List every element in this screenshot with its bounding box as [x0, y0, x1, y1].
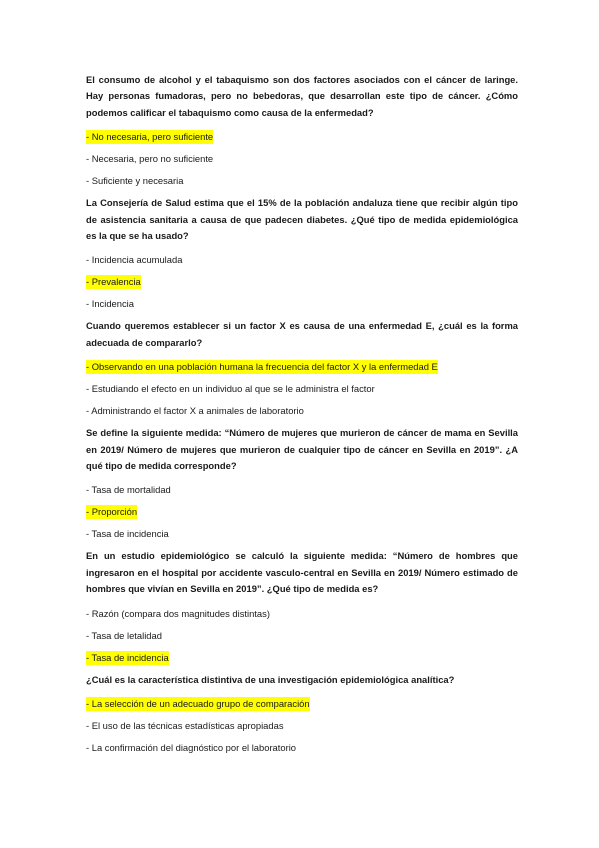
question-text: ¿Cuál es la característica distintiva de una investigación epidemiológica analítica? [86, 673, 455, 685]
answer-option-correct: - Tasa de incidencia [86, 651, 169, 663]
answer-option-correct: - La selección de un adecuado grupo de comparación [86, 698, 310, 710]
answer-option: - Incidencia [86, 298, 134, 310]
answer-option-correct: - Observando en una población humana la frecuencia del factor X y la enfermedad E [86, 361, 438, 373]
question-text: La Consejería de Salud estima que el 15% de la población andaluza tiene que recibir algún tipo de asistencia sanitaria a causa de que padecen diabetes. ¿Qué tipo de medida epidemiológica es la que se ha usado? [86, 197, 518, 242]
question-text: Cuando queremos establecer si un factor X es causa de una enfermedad E, ¿cuál es la forma adecuada de compararlo? [86, 320, 518, 348]
answer-option-correct: - Prevalencia [86, 276, 141, 288]
answer-option: - Estudiando el efecto en un individuo al que se le administra el factor [86, 383, 375, 395]
answer-option-correct: - No necesaria, pero suficiente [86, 131, 214, 143]
document-body [86, 72, 518, 754]
answer-option: - Suficiente y necesaria [86, 175, 184, 187]
question-text: En un estudio epidemiológico se calculó la siguiente medida: “Número de hombres que ingresaron en el hospital por accidente vasculo-central en Sevilla en 2019/ Número estimado de hombres que vivían en Sevilla en 2019”. ¿Qué tipo de medida es? [86, 550, 518, 595]
answer-option: - El uso de las técnicas estadísticas apropiadas [86, 720, 284, 732]
answer-option: - Tasa de letalidad [86, 629, 162, 641]
answer-option: - Administrando el factor X a animales de laboratorio [86, 405, 304, 417]
answer-option: - Tasa de incidencia [86, 528, 169, 540]
answer-option-correct: - Proporción [86, 506, 138, 518]
answer-option: - Tasa de mortalidad [86, 484, 171, 496]
answer-option: - La confirmación del diagnóstico por el laboratorio [86, 742, 297, 754]
question-text: Se define la siguiente medida: “Número de mujeres que murieron de cáncer de mama en Sevilla en 2019/ Número de mujeres que murieron de cualquier tipo de cáncer en Sevilla en 2019”. ¿A qué tipo de medida corresponde? [86, 427, 518, 472]
answer-option: - Incidencia acumulada [86, 254, 183, 266]
answer-option: - Razón (compara dos magnitudes distintas) [86, 607, 270, 619]
answer-option: - Necesaria, pero no suficiente [86, 153, 214, 165]
question-text: El consumo de alcohol y el tabaquismo son dos factores asociados con el cáncer de laringe. Hay personas fumadoras, pero no bebedoras, que desarrollan este tipo de cáncer. ¿Cómo podemos calificar el tabaquismo como causa de la enfermedad? [86, 74, 518, 118]
